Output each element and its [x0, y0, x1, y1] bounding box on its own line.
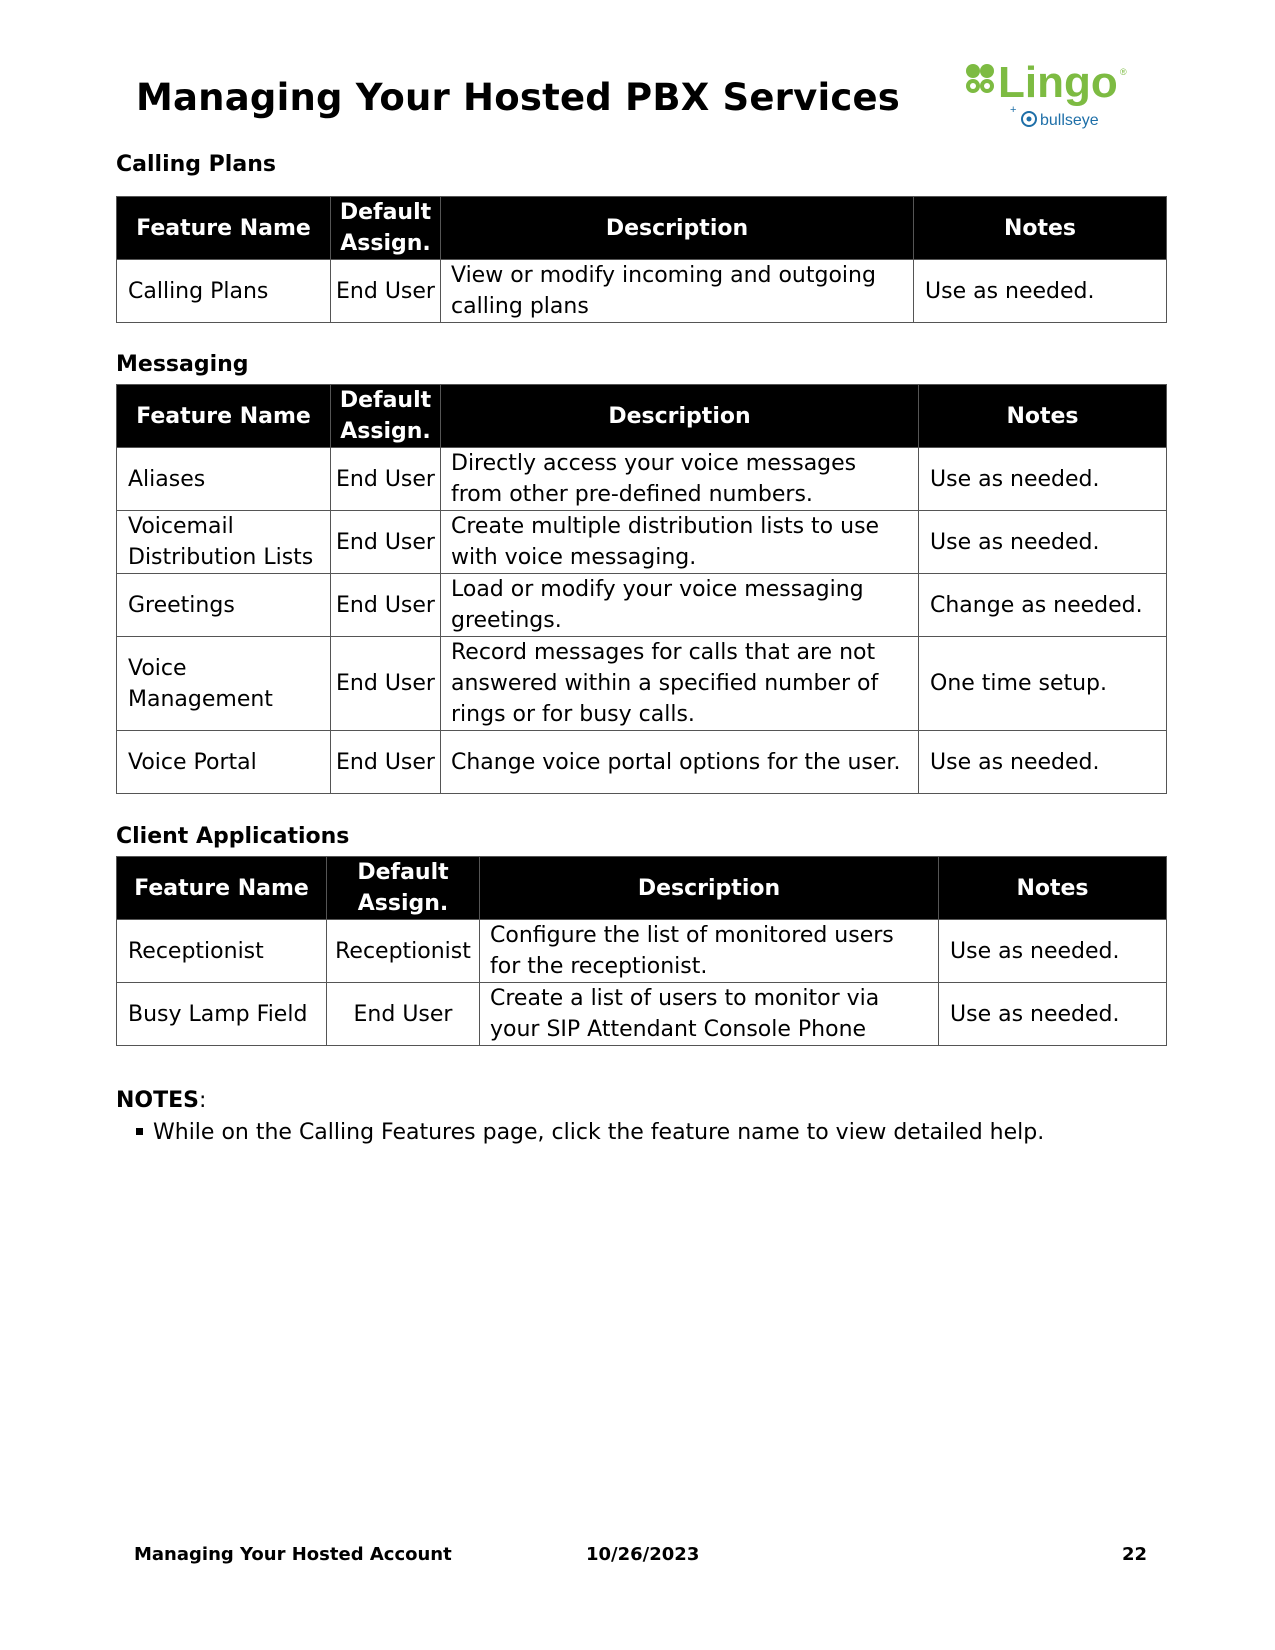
table-header-row	[117, 385, 1167, 448]
header-feature-name: Feature Name	[117, 857, 327, 920]
header-feature-name: Feature Name	[117, 197, 331, 260]
client-applications-table	[116, 856, 1167, 1046]
table-row	[117, 260, 1167, 323]
header-description: Description	[441, 197, 914, 260]
notes-cell: One time setup.	[919, 637, 1167, 731]
notes-cell: Use as needed.	[939, 983, 1167, 1046]
footer-page-number: 22	[1122, 1544, 1148, 1565]
header-description: Description	[441, 385, 919, 448]
logo-wordmark: Lingo	[998, 58, 1118, 107]
logo-subbrand: bullseye	[1040, 112, 1099, 129]
default-assign-cell: End User	[331, 731, 441, 794]
header-default-assign: Default Assign.	[331, 385, 441, 448]
description-cell: Create multiple distribution lists to use with voice messaging.	[441, 511, 919, 574]
note-text: While on the Calling Features page, click the feature name to view detailed help.	[153, 1120, 1045, 1145]
default-assign-cell: End User	[327, 983, 480, 1046]
feature-name-cell: Voicemail Distribution Lists	[117, 511, 331, 574]
header-default-assign: Default Assign.	[327, 857, 480, 920]
table-row	[117, 511, 1167, 574]
feature-name-cell: Receptionist	[117, 920, 327, 983]
notes-cell: Use as needed.	[914, 260, 1167, 323]
feature-name-cell: Busy Lamp Field	[117, 983, 327, 1046]
table-row	[117, 637, 1167, 731]
notes-cell: Change as needed.	[919, 574, 1167, 637]
svg-text:+: +	[1010, 104, 1017, 116]
description-cell: Load or modify your voice messaging greetings.	[441, 574, 919, 637]
default-assign-cell: End User	[331, 448, 441, 511]
feature-name-cell: Greetings	[117, 574, 331, 637]
square-bullet-icon	[136, 1128, 143, 1135]
header-notes: Notes	[914, 197, 1167, 260]
description-cell: View or modify incoming and outgoing calling plans	[441, 260, 914, 323]
feature-name-cell: Aliases	[117, 448, 331, 511]
notes-cell: Use as needed.	[919, 731, 1167, 794]
description-cell: Directly access your voice messages from other pre-defined numbers.	[441, 448, 919, 511]
table-header-row	[117, 857, 1167, 920]
notes-cell: Use as needed.	[919, 511, 1167, 574]
default-assign-cell: End User	[331, 574, 441, 637]
table-row	[117, 920, 1167, 983]
logo-registered-mark: ®	[1120, 67, 1127, 77]
description-cell: Create a list of users to monitor via your SIP Attendant Console Phone	[480, 983, 939, 1046]
footer-document-title: Managing Your Hosted Account	[134, 1544, 452, 1565]
notes-label: NOTES:	[116, 1088, 207, 1113]
header-notes: Notes	[919, 385, 1167, 448]
default-assign-cell: Receptionist	[327, 920, 480, 983]
page-title: Managing Your Hosted PBX Services	[136, 76, 900, 119]
lingo-logo-graphic	[960, 55, 1145, 135]
notes-list	[136, 1120, 1044, 1145]
section-heading-messaging: Messaging	[116, 352, 249, 377]
header-default-assign: Default Assign.	[331, 197, 441, 260]
table-row	[117, 448, 1167, 511]
default-assign-cell: End User	[331, 637, 441, 731]
feature-name-cell: Voice Management	[117, 637, 331, 731]
list-item	[136, 1120, 1044, 1145]
table-header-row	[117, 197, 1167, 260]
lingo-logo	[960, 55, 1145, 135]
footer-date: 10/26/2023	[586, 1544, 700, 1565]
description-cell: Configure the list of monitored users for the receptionist.	[480, 920, 939, 983]
table-row	[117, 983, 1167, 1046]
section-heading-calling-plans: Calling Plans	[116, 152, 276, 177]
messaging-table	[116, 384, 1167, 794]
feature-name-cell: Calling Plans	[117, 260, 331, 323]
header-feature-name: Feature Name	[117, 385, 331, 448]
notes-cell: Use as needed.	[939, 920, 1167, 983]
header-notes: Notes	[939, 857, 1167, 920]
calling-plans-table	[116, 196, 1167, 323]
table-row	[117, 574, 1167, 637]
table-row	[117, 731, 1167, 794]
default-assign-cell: End User	[331, 260, 441, 323]
section-heading-client-applications: Client Applications	[116, 824, 350, 849]
feature-name-cell: Voice Portal	[117, 731, 331, 794]
default-assign-cell: End User	[331, 511, 441, 574]
description-cell: Change voice portal options for the user.	[441, 731, 919, 794]
description-cell: Record messages for calls that are not answered within a specified number of rings or for busy calls.	[441, 637, 919, 731]
header-description: Description	[480, 857, 939, 920]
notes-cell: Use as needed.	[919, 448, 1167, 511]
